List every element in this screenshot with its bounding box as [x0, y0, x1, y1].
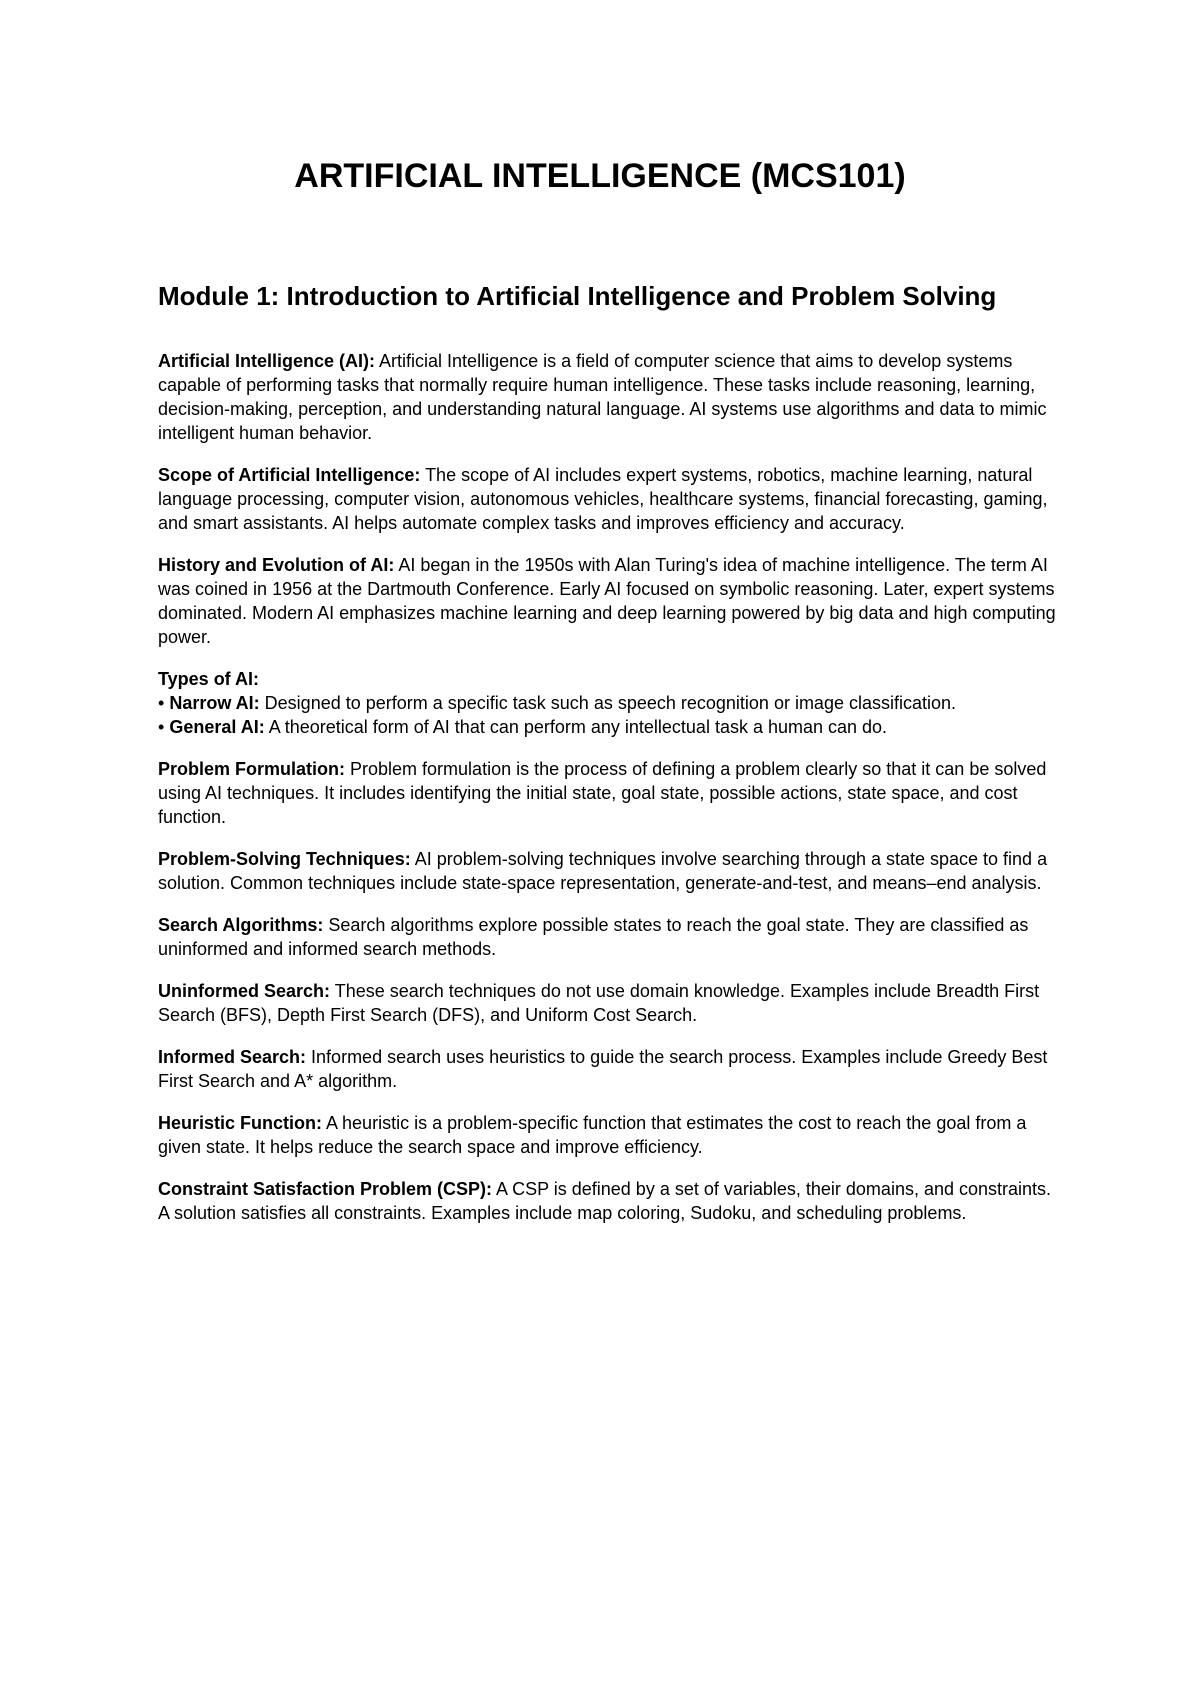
section-csp [158, 1177, 1058, 1225]
list-item-general-ai [158, 715, 1058, 739]
section-search-algorithms [158, 913, 1058, 961]
section-scope [158, 463, 1058, 535]
section-term: Scope of Artificial Intelligence: [158, 465, 421, 485]
section-text: The scope of AI includes expert systems, robotics, machine learning, natural language processing, computer vision, autonomous vehicles, healthcare systems, financial forecasting, gaming, and smart assistants. AI helps automate complex tasks and improves efficiency and accuracy. [158, 465, 1048, 533]
section-text: A heuristic is a problem-specific function that estimates the cost to reach the goal from a given state. It helps reduce the search space and improve efficiency. [158, 1113, 1027, 1157]
bullet: • [158, 693, 165, 713]
section-text: These search techniques do not use domain knowledge. Examples include Breadth First Search (BFS), Depth First Search (DFS), and Uniform Cost Search. [158, 981, 1040, 1025]
section-term: Uninformed Search: [158, 981, 331, 1001]
bullet: • [158, 717, 165, 737]
document-title: ARTIFICIAL INTELLIGENCE (MCS101) [294, 157, 906, 195]
section-text: Problem formulation is the process of defining a problem clearly so that it can be solved using AI techniques. It includes identifying the initial state, goal state, possible actions, state space, and cost function. [158, 759, 1047, 827]
list-item-text: Designed to perform a specific task such as speech recognition or image classification. [259, 693, 957, 713]
section-heuristic-function [158, 1111, 1058, 1159]
section-problem-formulation [158, 757, 1058, 829]
section-problem-solving-techniques [158, 847, 1058, 895]
section-term: Artificial Intelligence (AI): [158, 351, 376, 371]
section-text: Informed search uses heuristics to guide the search process. Examples include Greedy Best First Search and A* algorithm. [158, 1047, 1048, 1091]
section-types-of-ai [158, 667, 1058, 739]
list-item-text: A theoretical form of AI that can perform any intellectual task a human can do. [264, 717, 888, 737]
types-heading: Types of AI: [158, 669, 260, 689]
module-title: Module 1: Introduction to Artificial Intelligence and Problem Solving [158, 281, 997, 311]
section-text: A CSP is defined by a set of variables, their domains, and constraints. A solution satisfies all constraints. Examples include map coloring, Sudoku, and scheduling problems. [158, 1179, 1052, 1223]
section-text: AI began in the 1950s with Alan Turing's idea of machine intelligence. The term AI was coined in 1956 at the Dartmouth Conference. Early AI focused on symbolic reasoning. Later, expert systems dominated. Modern AI emphasizes machine learning and deep learning powered by big data and high computing power. [158, 555, 1056, 647]
section-term: Constraint Satisfaction Problem (CSP): [158, 1179, 493, 1199]
section-text: Search algorithms explore possible states to reach the goal state. They are classified as uninformed and informed search methods. [158, 915, 1029, 959]
section-term: History and Evolution of AI: [158, 555, 395, 575]
document-content [158, 278, 1058, 1243]
section-term: Problem Formulation: [158, 759, 346, 779]
section-uninformed-search [158, 979, 1058, 1027]
list-item-term: General AI: [169, 717, 265, 737]
section-history [158, 553, 1058, 649]
section-informed-search [158, 1045, 1058, 1093]
section-term: Search Algorithms: [158, 915, 324, 935]
list-item-term: Narrow AI: [169, 693, 260, 713]
section-text: AI problem-solving techniques involve searching through a state space to find a solution. Common techniques include state-space representation, generate-and-test, and means–end analysis. [158, 849, 1048, 893]
section-artificial-intelligence [158, 349, 1058, 445]
section-term: Problem-Solving Techniques: [158, 849, 411, 869]
section-text: Artificial Intelligence is a field of computer science that aims to develop systems capable of performing tasks that normally require human intelligence. These tasks include reasoning, learning, decision-making, perception, and understanding natural language. AI systems use algorithms and data to mimic intelligent human behavior. [158, 351, 1047, 443]
section-term: Heuristic Function: [158, 1113, 323, 1133]
list-item-narrow-ai [158, 691, 1058, 715]
section-term: Informed Search: [158, 1047, 307, 1067]
